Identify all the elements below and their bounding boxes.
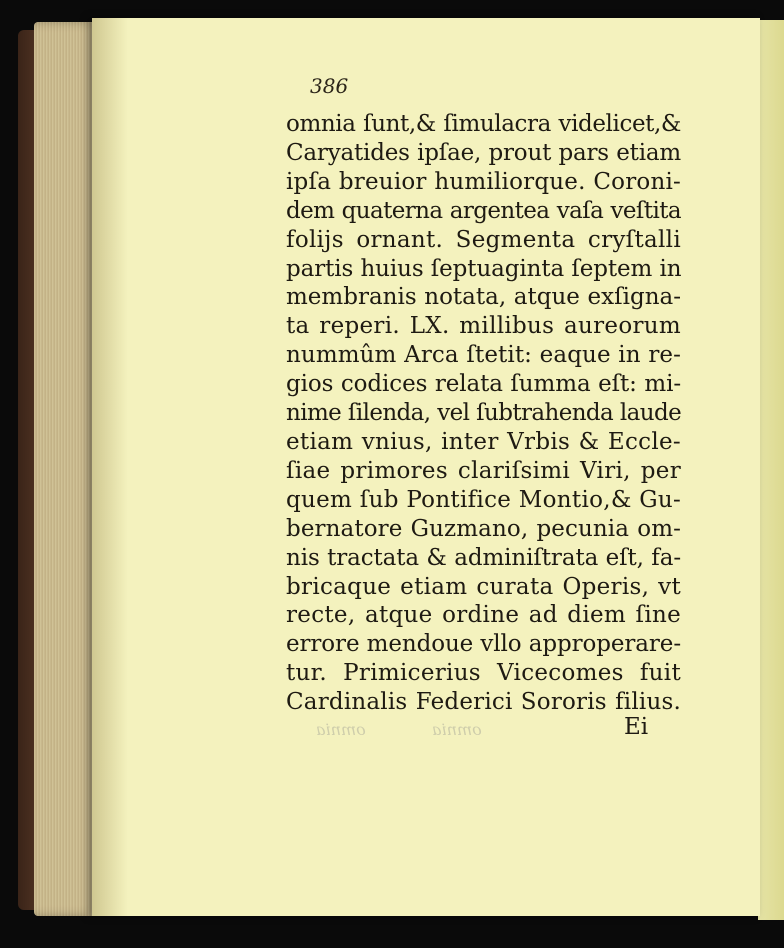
text-line: quem ſub Pontifice Montio,& Gu- <box>286 486 682 513</box>
page-number: 386 <box>310 74 349 98</box>
book-page <box>92 18 760 916</box>
text-line: errore mendoue vllo approperare- <box>286 631 681 658</box>
text-line: omnia ſunt,& ſimulacra videlicet,& <box>286 111 681 137</box>
text-line: dem quaterna argentea vaſa veſtita <box>286 197 681 224</box>
text-line: Caryatides ipſae, prout pars etiam <box>286 139 681 166</box>
text-line: recte, atque ordine ad diem ſine <box>286 602 681 629</box>
text-line: ipſa breuior humiliorque. Coroni- <box>286 168 681 195</box>
text-block <box>286 110 681 717</box>
text-line: etiam vnius, inter Vrbis & Eccle- <box>286 428 681 455</box>
text-line: folijs ornant. Segmenta cryſtalli <box>286 226 681 253</box>
text-line: membranis notata, atque exſigna- <box>286 284 681 311</box>
text-line: bricaque etiam curata Operis, vt <box>286 573 681 600</box>
bleed-through-text: omnia <box>432 720 482 739</box>
text-line: ta reperi. LX. millibus aureorum <box>286 313 681 340</box>
text-line: partis huius ſeptuaginta ſeptem in <box>286 255 682 282</box>
text-line: tur. Primicerius Vicecomes fuit <box>286 660 681 687</box>
catchword: Ei <box>624 714 649 740</box>
facing-page-edge <box>758 20 784 920</box>
page-gutter <box>92 18 128 916</box>
text-line: bernatore Guzmano, pecunia om- <box>286 515 681 542</box>
text-line: nime ſilenda, vel ſubtrahenda laude <box>286 400 682 427</box>
page-edges <box>34 22 100 916</box>
text-line: gios codices relata ſumma eſt: mi- <box>286 371 681 398</box>
text-line: nummûm Arca ſtetit: eaque in re- <box>286 342 681 369</box>
text-line: nis tractata & adminiſtrata eſt, fa- <box>286 544 681 571</box>
text-line: ſiae primores clariſsimi Viri, per <box>286 457 681 484</box>
bleed-through-text: omnia <box>316 720 366 739</box>
text-line: Cardinalis Federici Sororis filius. <box>286 689 681 716</box>
